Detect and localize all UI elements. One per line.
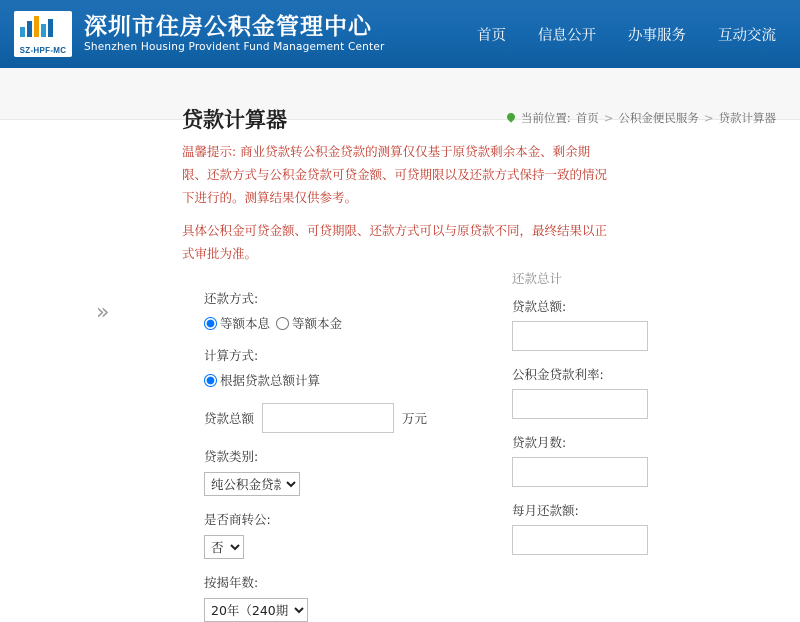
breadcrumb xyxy=(506,110,776,126)
repay-method-radio-1[interactable] xyxy=(204,317,217,330)
notice-block xyxy=(182,140,612,265)
repay-method-option-equal-installment[interactable] xyxy=(204,314,270,332)
notice-paragraph-1: 温馨提示: 商业贷款转公积金贷款的测算仅仅基于原贷款剩余本金、剩余期限、还款方式与公积金贷款可贷金额、可贷期限以及还款方式保持一致的情况下进行的。测算结果仅供参考。 xyxy=(182,144,608,205)
calc-method-radio-group xyxy=(204,371,504,389)
is-transfer-label: 是否商转公: xyxy=(204,512,271,527)
calc-method-option-1-label: 根据贷款总额计算 xyxy=(220,373,321,388)
calc-method-radio-1[interactable] xyxy=(204,374,217,387)
is-transfer-select[interactable] xyxy=(204,535,244,559)
location-pin-icon xyxy=(506,112,516,124)
breadcrumb-item-current: 贷款计算器 xyxy=(718,111,776,125)
page-title: 贷款计算器 xyxy=(182,108,287,132)
result-monthly-payment-value[interactable] xyxy=(512,525,648,555)
nav-item-interaction[interactable]: 互动交流 xyxy=(718,27,776,44)
nav-item-services[interactable]: 办事服务 xyxy=(628,27,686,44)
result-loan-total-label: 贷款总额: xyxy=(512,299,567,314)
result-months-value[interactable] xyxy=(512,457,648,487)
logo-bars-icon xyxy=(20,15,53,37)
repay-method-radio-2[interactable] xyxy=(276,317,289,330)
calc-method-label: 计算方式: xyxy=(204,348,259,363)
repay-method-option-equal-principal[interactable] xyxy=(276,314,342,332)
result-panel-title: 还款总计 xyxy=(512,271,563,286)
nav-item-home[interactable]: 首页 xyxy=(477,27,506,44)
result-panel xyxy=(512,269,672,569)
loan-total-row xyxy=(204,403,504,433)
calculator-form xyxy=(204,275,504,622)
brand-names xyxy=(84,14,385,55)
site-header xyxy=(0,0,800,68)
term-label: 按揭年数: xyxy=(204,575,259,590)
result-rate-label: 公积金贷款利率: xyxy=(512,367,604,382)
breadcrumb-item-services[interactable]: 公积金便民服务 xyxy=(618,111,699,125)
breadcrumb-prefix: 当前位置: xyxy=(520,111,571,125)
result-rate-value[interactable] xyxy=(512,389,648,419)
breadcrumb-item-home[interactable]: 首页 xyxy=(575,111,599,125)
calculator-content xyxy=(0,271,800,622)
repay-method-radio-group xyxy=(204,314,504,332)
term-select[interactable] xyxy=(204,598,308,622)
repay-method-label: 还款方式: xyxy=(204,291,259,306)
page-body xyxy=(0,108,800,622)
loan-type-label: 贷款类别: xyxy=(204,449,259,464)
loan-total-unit: 万元 xyxy=(402,411,428,426)
breadcrumb-separator: > xyxy=(603,111,614,125)
loan-total-label xyxy=(204,403,504,433)
brand-name-en: Shenzhen Housing Provident Fund Management Center xyxy=(84,40,385,53)
repay-method-option-1-label: 等额本息 xyxy=(220,316,271,331)
loan-total-text: 贷款总额 xyxy=(204,411,255,426)
calc-method-option-by-total[interactable] xyxy=(204,371,320,389)
repay-method-option-2-label: 等额本金 xyxy=(292,316,343,331)
logo-abbr: SZ-HPF-MC xyxy=(19,46,67,55)
result-months-label: 贷款月数: xyxy=(512,435,567,450)
loan-total-input[interactable] xyxy=(262,403,394,433)
breadcrumb-separator: > xyxy=(703,111,714,125)
nav-item-information-disclosure[interactable]: 信息公开 xyxy=(538,27,596,44)
logo xyxy=(14,11,72,57)
result-loan-total-value[interactable] xyxy=(512,321,648,351)
brand-name-cn: 深圳市住房公积金管理中心 xyxy=(84,13,372,40)
brand xyxy=(14,11,385,57)
loan-type-select[interactable] xyxy=(204,472,300,496)
main-nav xyxy=(477,24,776,45)
result-monthly-payment-label: 每月还款额: xyxy=(512,503,579,518)
notice-paragraph-2: 具体公积金可贷金额、可贷期限、还款方式可以与原贷款不同，最终结果以正式审批为准。 xyxy=(182,223,608,261)
sidebar-expand-icon[interactable]: » xyxy=(96,300,110,325)
